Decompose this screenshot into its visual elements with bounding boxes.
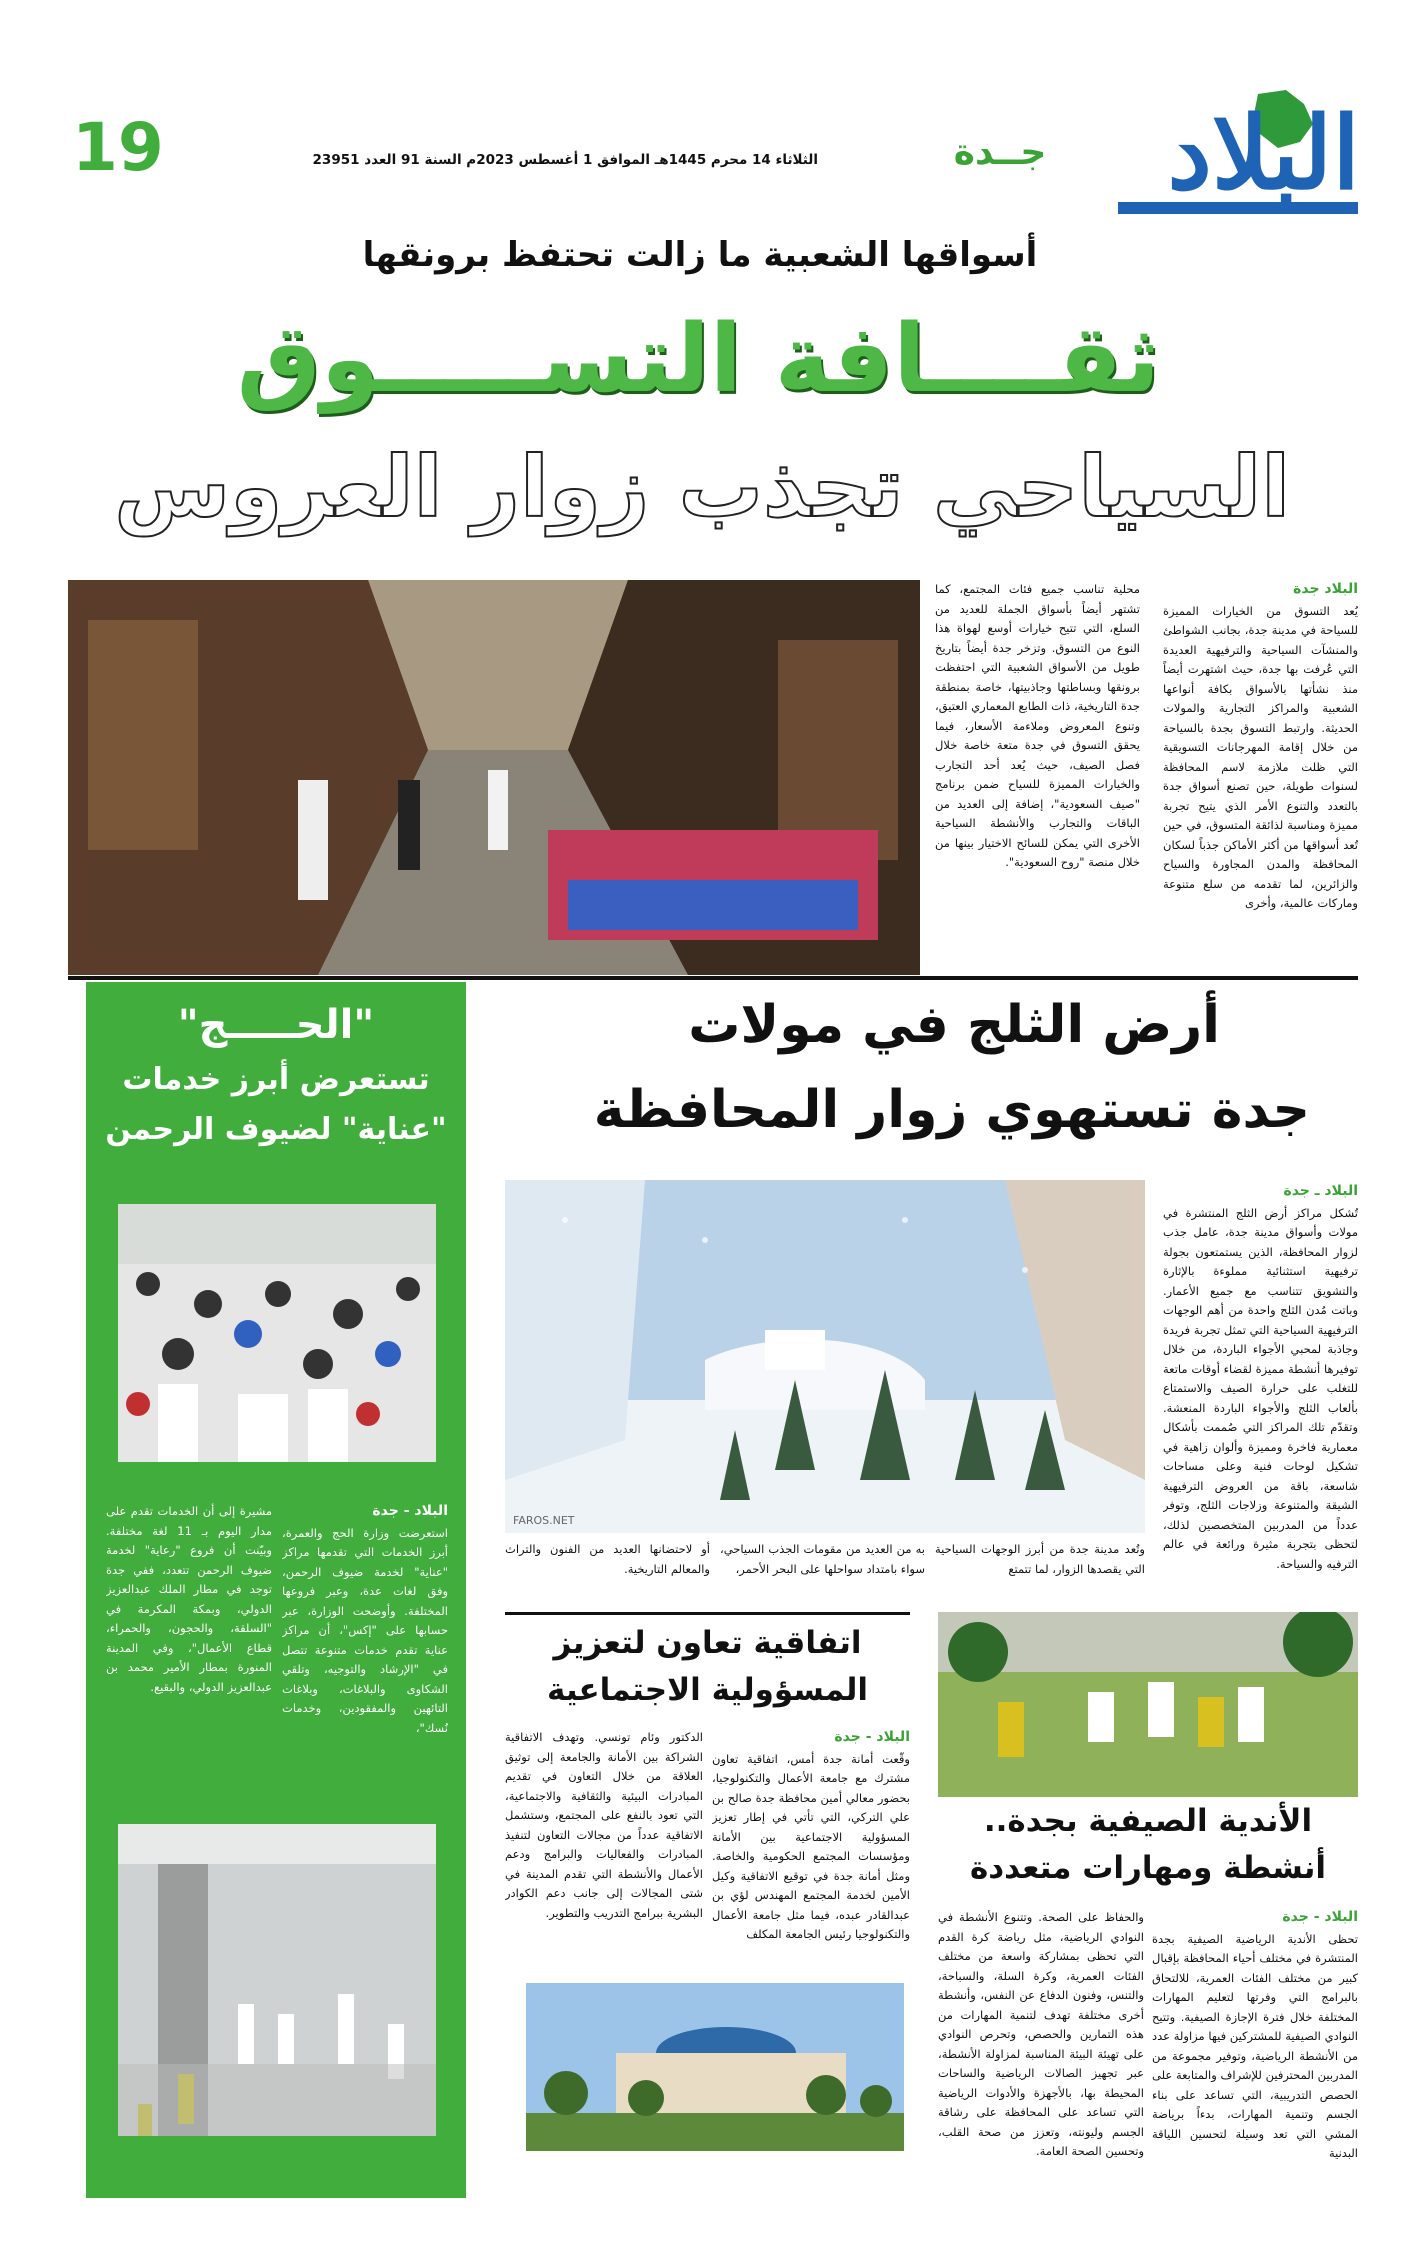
snow-title-2: جدة تستهوي زوار المحافظة — [593, 1080, 1310, 1140]
hajj-text-2: مشيرة إلى أن الخدمات تقدم على مدار اليوم بـ 11 لغة مختلفة. وبيّنت أن فروع "رعاية" لخدمة ضيوف الرحمن تتعدد، ففي جدة توجد في مطار الملك عبدالعزيز الدولي، وبمكة المكرمة في "السلقة، والحجون، والحمراء، قطاع الأعمال"، وفي المدينة المنورة بمطار الأمير محمد بن عبدالعزيز الدولي، والبقيع. — [106, 1504, 272, 1694]
clubs-title-2: أنشطة ومهارات متعددة — [969, 1850, 1327, 1886]
agreement-top-rule — [505, 1612, 910, 1615]
hajj-title-2: تستعرض أبرز خدمات — [122, 1062, 430, 1097]
snow-cont-1 — [935, 1540, 1145, 1582]
masthead — [1108, 84, 1368, 234]
hajj-title-1: "الحـــــج" — [177, 1002, 375, 1048]
lead-kicker: أسواقها الشعبية ما زالت تحتفظ برونقها — [362, 235, 1038, 275]
snow-text-1: تُشكل مراكز أرض الثلج المنتشرة في مولات وأسواق مدينة جدة، عامل جذب لزوار المحافظة، الذين يستمتعون بجولة ترفيهية استثنائية مملوءة بالإثارة والتشويق تتناسب مع جميع الأعمار. وباتت مُدن الثلج واحدة من أهم الوجهات الترفيهية السياحية التي تمثل تجربة فريدة وجاذبة لمحبي الأجواء الباردة، من خلال توفيرها أنشطة مميزة لقضاء أوقات ماتعة للتغلب على حرارة الصيف والاستمتاع بألعاب الثلج والأجواء الباردة المنعشة. وتقدّم تلك المراكز التي صُممت بأشكال معمارية فاخرة ومميزة وألوان زاهية في تشكيل لوحات فنية وعلى مساحات شاسعة، باقة من العروض الترفيهية الشيقة والمتنوعة وزلاجات الثلج، وتوفر عدداً من المدربين المتخصصين لذلك، لتحظى بتجربة مثيرة ورائعة في عالم الترفيه والسياحة. — [1163, 1205, 1358, 1571]
agreement-column-2 — [505, 1728, 703, 1966]
lead-column-1 — [1163, 580, 1358, 975]
university-photo — [526, 1983, 904, 2151]
clubs-byline: البلاد - جدة — [1282, 1909, 1358, 1925]
divider — [68, 976, 1358, 980]
agreement-column-1 — [712, 1728, 910, 1966]
lead-text-1: يُعد التسوق من الخيارات المميزة للسياحة في مدينة جدة، بجانب الشواطئ والمنشآت السياحية والترفيهية العديدة التي عُرفت بها جدة، حيث اشتهرت أيضاً منذ نشأتها بالأسواق بكافة أنواعها الشعبية والمراكز التجارية والمولات الحديثة. وارتبط التسوق بجدة بالسياحة من خلال إقامة المهرجانات التسويقية التي ظلت ملازمة لاسم المحافظة لسنوات طويلة، حين تصنع أسواق جدة بالتعدد والتنوع الأمر الذي يتيح تجربة مميزة ومناسبة لذائقة المتسوق، في حين تُعد أسواقها من أكثر الأماكن جذباً لسكان المحافظة والمدن المجاورة والسياح والزائرين، لما تقدمه من سلع متنوعة وماركات عالمية، وأخرى — [1163, 603, 1358, 910]
hajj-byline: البلاد - جدة — [372, 1503, 448, 1519]
snow-text-2: وتُعد مدينة جدة من أبرز الوجهات السياحية التي يقصدها الزوار، لما تتمتع — [935, 1542, 1145, 1576]
snow-cont-3 — [505, 1540, 710, 1582]
logo-text[interactable]: البلاد — [1167, 94, 1360, 212]
hajj-photo-umbrellas — [118, 1204, 436, 1462]
dateline: الثلاثاء 14 محرم 1445هـ الموافق 1 أغسطس 2023م السنة 91 العدد 23951 — [312, 152, 818, 168]
hajj-photo-tent — [118, 1824, 436, 2136]
agreement-title-2: المسؤولية الاجتماعية — [547, 1672, 868, 1708]
agreement-byline: البلاد - جدة — [834, 1729, 910, 1745]
hajj-column-1 — [282, 1502, 448, 1802]
clubs-column-1 — [1152, 1908, 1358, 2200]
snow-cont-2 — [720, 1540, 925, 1582]
agreement-text-1: وقّعت أمانة جدة أمس، اتفاقية تعاون مشترك مع جامعة الأعمال والتكنولوجيا، بحضور معالي أمين محافظة جدة صالح بن علي التركي، التي تأتي في إطار تعزيز المسؤولية الاجتماعية بين الأمانة ومؤسسات المجتمع الحكومية والخاصة. ومثل أمانة جدة في توقيع الاتفاقية وكيل الأمين لخدمة المجتمع المهندس لؤي بن عبدالقادر عبده، فيما مثل جامعة الأعمال والتكنولوجيا رئيس الجامعة المكلف — [712, 1751, 910, 1941]
football-photo — [938, 1612, 1358, 1797]
hajj-title-3: "عناية" لضيوف الرحمن — [105, 1112, 447, 1147]
photo-watermark: FAROS.NET — [513, 1514, 575, 1527]
snow-byline: البلاد ـ جدة — [1283, 1183, 1358, 1199]
lead-subtitle: السياحي تجذب زوار العروس — [114, 438, 1290, 536]
clubs-text-2: والحفاظ على الصحة. وتتنوع الأنشطة في النوادي الرياضية، مثل رياضة كرة القدم التي تحظى بمشاركة واسعة من مختلف الفئات العمرية، وكرة السلة، والسباحة، والتنس، وفنون الدفاع عن النفس، وأنشطة أخرى مختلفة تهدف لتنمية المهارات من هذه التمارين والحصص، وتحرص النوادي على تهيئة البيئة المناسبة لمزاولة الأنشطة، عبر تجهيز الصالات الرياضية والساحات المحيطة بها، بالأجهزة والأدوات الرياضية التي تساعد على المحافظة على رشاقة الجسم وليونته، وتعزز من صحة القلب، وتحسين الصحة العامة. — [938, 1910, 1144, 2158]
section-name: جــدة — [953, 132, 1047, 173]
snow-text-3: به من العديد من مقومات الجذب السياحي، سواء بامتداد سواحلها على البحر الأحمر، — [720, 1542, 925, 1576]
lead-column-2 — [935, 580, 1140, 975]
hajj-column-2 — [106, 1502, 272, 1802]
agreement-title-1: اتفاقية تعاون لتعزيز — [553, 1625, 862, 1661]
hajj-box — [86, 982, 466, 2198]
snow-photo — [505, 1180, 1145, 1533]
clubs-text-1: تحظى الأندية الرياضية الصيفية بجدة المنتشرة في مختلف أحياء المحافظة بإقبال كبير من مختلف الفئات العمرية، للالتحاق بالبرامج التي وفرتها لتعليم المهارات المختلفة خلال فترة الإجازة الصيفية. وتتيح النوادي الصيفية للمشتركين فيها مزاولة عدد من الأنشطة الرياضية، وتوفير مجموعة من المدربين المحترفين للإشراف والمتابعة على الحصص التدريبية، التي تساعد على بناء الجسم وتنمية المهارات، بدءاً برياضة المشي التي تعد وسيلة لتحسين اللياقة البدنية — [1152, 1931, 1358, 2160]
souq-photo — [68, 580, 920, 975]
snow-title-1: أرض الثلج في مولات — [688, 995, 1220, 1055]
agreement-text-2: الدكتور وئام تونسي. وتهدف الاتفاقية الشراكة بين الأمانة والجامعة إلى توثيق العلاقة من خلال التعاون في تقديم المبادرات البيئية والثقافية والاجتماعية، التي تعود بالنفع على المجتمع، وستشمل الاتفاقية عدداً من مجالات التعاون لتنفيذ المبادرات والفعاليات والبرامج ودعم الأعمال والأنشطة التي تقدم المدينة في شتى المجالات إلى جانب دعم الكوادر البشرية ببرامج التدريب والتطوير. — [505, 1730, 703, 1920]
snow-column — [1163, 1182, 1358, 1582]
lead-byline: البلاد جدة — [1293, 581, 1358, 597]
snow-text-4: أو لاحتضانها العديد من الفنون والتراث والمعالم التاريخية. — [505, 1542, 710, 1576]
clubs-title-1: الأندية الصيفية بجدة.. — [983, 1803, 1313, 1839]
hajj-text-1: استعرضت وزارة الحج والعمرة، أبرز الخدمات التي تقدمها مراكز "عناية" لخدمة ضيوف الرحمن، وفق لغات عدة، وعبر فروعها المختلفة. وأوضحت الوزارة، عبر حسابها على "إكس"، أن مراكز عناية تقدم خدمات متنوعة تتصل في "الإرشاد والتوجيه، وتلقي الشكاوى والبلاغات، وبلاغات التائهين والمفقودين، وخدمات نُسك"، — [282, 1525, 448, 1735]
clubs-column-2 — [938, 1908, 1144, 2200]
page-number: 19 — [72, 109, 164, 186]
lead-text-2: محلية تناسب جميع فئات المجتمع، كما تشتهر أيضاً بأسواق الجملة للعديد من السلع، التي تتيح خيارات أوسع لهواة هذا النوع من التسوق. وتزخر جدة أيضاً بتاريخ طويل من الأسواق الشعبية التي احتفظت برونقها وبساطتها وجاذبيتها، خاصة بمنطقة جدة التاريخية، ذات الطابع المعماري العتيق، وتنوع المعروض وملاءمة الأسعار، فيما يحقق التسوق في جدة متعة خاصة خلال فصل الصيف، حيث يُعد أحد التجارب والخيارات المميزة للسياح ضمن برنامج "صيف السعودية"، إضافة إلى العديد من الباقات والتجارب والأنشطة السياحية الأخرى التي يمكن للسائح الاختيار بينها من خلال منصة "روح السعودية". — [935, 582, 1140, 869]
lead-title: ثقــــافة التســـــوق — [236, 305, 1160, 414]
